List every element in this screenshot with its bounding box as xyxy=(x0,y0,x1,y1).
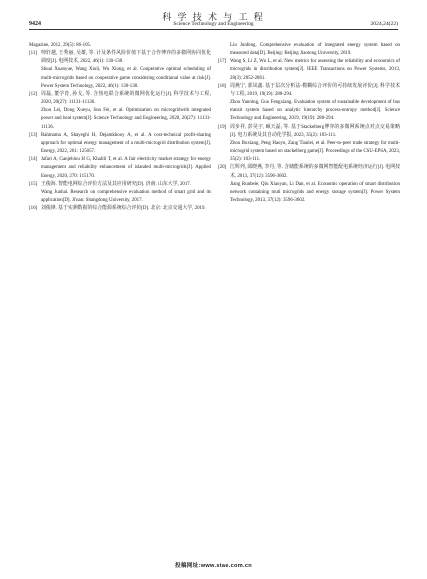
right-reference-column xyxy=(218,42,400,205)
reference-item xyxy=(218,58,400,82)
reference-text: 王俊海. 智能电网综合评价方法及其应用研究[D]. 济南: 山东大学, 2017. Wang Junhai. Research on comprehensive evaluation method of smart grid and its application[D]. Ji'nan: Shangdong University, 2017. xyxy=(41,181,211,203)
reference-item xyxy=(218,83,400,124)
reference-text: Rahmama A, Shayeghi H, Dejamkhooy A, et al. A cost-technical profit-sharing approach for optimal energy management of a multi-microgrid distribution system[J]. Energy, 2022, 261: 125057. xyxy=(41,132,211,155)
submission-url: 投稿网址:www.stae.com.cn xyxy=(175,563,252,569)
page-number: 9424 xyxy=(29,21,41,27)
reference-continuation: Liu Junfeng. Comprehensive evaluation of integrated energy system based on measured data[D]. Beijing: Beijing Jiaotong University, 2019. xyxy=(230,43,400,57)
reference-number: [14] xyxy=(29,157,38,163)
reference-number: [17] xyxy=(218,59,227,65)
reference-text: 江辉列, 邱晓燕, 李丹, 等. 含储能系统的多微网智能配电系统经济运行[J]. 电网技术, 2013, 37(12): 3596-3602. Jiang Runbeie, Qiu Xiaoyan, Li Dan, et al. Economic operation of smart distribution network containing muti microgrids and energy storage system[J]. Power System Technology, 2013, 37(12): 3596-3602. xyxy=(230,165,400,203)
left-reference-column xyxy=(29,42,211,213)
reference-text: 帅轩越, 王秀丽, 吴雄, 等. 计及条件风险价值下基于合作博弈的多微网协同优化调度[J]. 电网技术, 2022, 46(1): 130-138. Shuai Xuanyue, Wang Xiuli, Wu Xiong, et al. Cooperative optimal scheduling of multi-microgrids based on cooperative game considering conditional value at risk[J]. Power System Technology, 2022, 46(1): 130-138. xyxy=(41,51,211,89)
reference-item xyxy=(29,132,211,156)
reference-number: [20] xyxy=(218,165,227,171)
reference-text: 刘俊锋. 基于实测数据的综合能源系统综合评价[D]. 北京: 北京交通大学, 2019. xyxy=(41,206,206,212)
reference-item xyxy=(218,164,400,205)
journal-title-english: Science Technology and Engineering xyxy=(173,21,254,27)
reference-text: Wang S, Li Z, Wu L, et al. New metrics for assessing the reliability and economics of microgrids in distribution system[J]. IEEE Transactions on Power Systems, 2013, 28(3): 2852-2861. xyxy=(230,59,400,81)
reference-number: [12] xyxy=(29,91,38,97)
reference-item xyxy=(29,91,211,132)
header-rule xyxy=(29,29,398,30)
reference-number: [11] xyxy=(29,51,37,57)
page-header xyxy=(29,10,398,34)
reference-number: [19] xyxy=(218,124,227,130)
reference-continuation: Magazine, 2012, 29(5): 86-105. xyxy=(29,43,92,48)
reference-item xyxy=(218,124,400,165)
reference-text: 周燕宁, 郭凤鑫. 基于层次分析法-模糊综合评价的可持续发展评价[J]. 科学技术与工程, 2019, 19(19): 288-294. Zhou Yanning, Guo Fengxiang. Evaluation system of sustainable development of bus transit system based on analytic hierarchy process-entropy method[J]. Science Technology and Engineering, 2019, 19(19): 288-294. xyxy=(230,83,400,122)
journal-title-chinese: 科 学 技 术 与 工 程 xyxy=(162,12,265,22)
reference-number: [18] xyxy=(218,83,227,89)
reference-list xyxy=(29,50,211,213)
reference-list xyxy=(218,58,400,205)
reference-text: 周步祥, 彭昊宇, 臧天磊, 等. 基于Stackelberg博弈的多微网系统点对点交易策略[J]. 电力系统及其自动化学报, 2023, 35(2): 103-111. Zhou Buxiang, Peng Haoyu, Zang Tianlei, et al. Peer-to-peer trade strategy for multi-microgrid system based on stackelberg game[J]. Proceedings of the CSU-EPSA, 2023, 35(2): 103-111. xyxy=(230,124,400,163)
reference-number: [15] xyxy=(29,181,38,187)
reference-item xyxy=(29,181,211,205)
reference-item xyxy=(29,205,211,213)
reference-text: Jafari A, Ganjehlou H G, Khalili T, et al. A fair electricity market strategy for energy management and reliability enhancement of islanded multi-microgrids[J]. Applied Energy, 2020, 270: 115170. xyxy=(41,157,211,179)
reference-item xyxy=(29,50,211,91)
reference-number: [16] xyxy=(29,206,38,212)
reference-number: [13] xyxy=(29,132,38,138)
reference-item xyxy=(29,156,211,180)
reference-text: 周磊, 董学育, 孙戈, 等. 含热电联合系统的微网优化运行[J]. 科学技术与工程, 2020, 20(27): 11131-11136. Zhou Lei, Dong Xueyu, Sun Fei, et al. Optimization on microgridwith integrated power and heat system[J]. Science Technology and Engineering, 2020, 20(27): 11131-11136. xyxy=(41,91,211,130)
issue-info: 2024,24(22) xyxy=(370,21,398,27)
